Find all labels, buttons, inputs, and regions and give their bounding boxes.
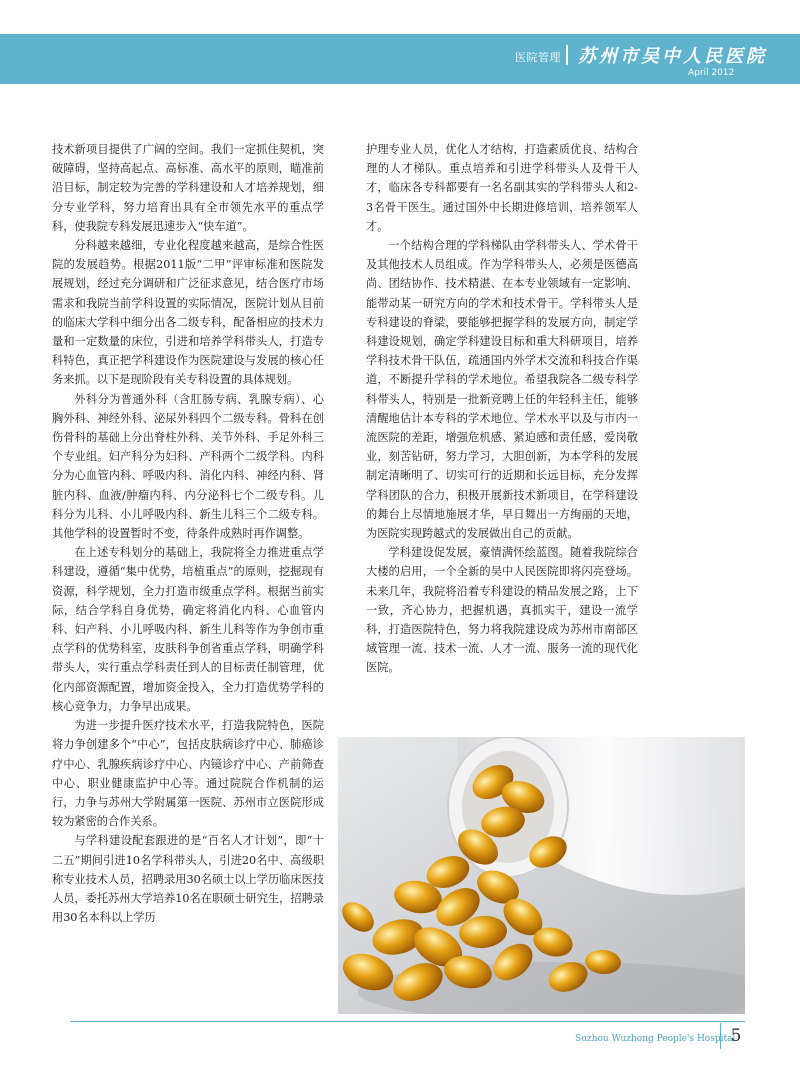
footer-hospital-name: Suzhou Wuzhong People's Hospital: [575, 1034, 736, 1044]
paragraph: 学科建设促发展，豪情满怀绘蓝图。随着我院综合大楼的启用，一个全新的吴中人民医院即将闪亮登场。未来几年，我院将沿着专科建设的精品发展之路，上下一致，齐心协力，把握机遇，真抓实干，建设一流学科，打造医院特色，努力将我院建设成为苏州市南部区域管理一流、技术一流、人才一流、服务一流的现代化医院。: [366, 546, 638, 675]
paragraph: 技术新项目提供了广阔的空间。我们一定抓住契机，突破障碍，坚持高起点、高标准、高水平的原则，瞄准前沿目标，制定较为完善的学科建设和人才培养规划，细分专业学科，努力培育出具有全市领先水平的重点学科，使我院专科发展迅速步入“快车道”。: [52, 143, 324, 233]
right-column: [366, 140, 638, 678]
left-column: [52, 140, 324, 927]
header-divider: [566, 45, 568, 65]
paragraph: 在上述专科划分的基础上，我院将全力推进重点学科建设，遵循“集中优势，培植重点”的原则，挖掘现有资源，科学规划，全力打造市级重点学科。根据当前实际，结合学科自身优势，确定将消化内科、心血管内科、妇产科、小儿呼吸内科、新生儿科等作为争创市重点学科的优势科室，皮肤科争创省重点学科，明确学科带头人，实行重点学科责任到人的目标责任制管理，优化内部资源配置，增加资金投入，全力打造优势学科的核心竞争力，力争早出成果。: [52, 546, 324, 713]
paragraph: 护理专业人员，优化人才结构，打造素质优良、结构合理的人才梯队。重点培养和引进学科带头人及骨干人才，临床各专科都要有一名名副其实的学科带头人和2-3名骨干医生。通过国外中长期进修培训，培养领军人才。: [366, 143, 638, 233]
footer-rule: [70, 1021, 745, 1022]
header-section-label: 医院管理: [515, 51, 561, 64]
header-hospital-title: 苏州市吴中人民医院: [578, 46, 767, 67]
paragraph: 分科越来越细，专业化程度越来越高，是综合性医院的发展趋势。根据2011版“二甲”评审标准和医院发展规划，经过充分调研和广泛征求意见，结合医疗市场需求和我院当前学科设置的实际情况，医院计划从目前的临床大学科中细分出各二级专科，配备相应的技术力量和一定数量的床位，引进和培养学科带头人，打造专科特色，真正把学科建设作为医院建设与发展的核心任务来抓。以下是现阶段有关专科设置的具体规划。: [52, 239, 324, 387]
header-issue-date: April 2012: [688, 68, 735, 78]
paragraph: 为进一步提升医疗技术水平，打造我院特色，医院将力争创建多个“中心”，包括皮肤病诊疗中心、肺癌诊疗中心、乳腺疾病诊疗中心、内镜诊疗中心、产前筛查中心、职业健康监护中心等。通过院院合作机制的运行，力争与苏州大学附属第一医院、苏州市立医院形成较为紧密的合作关系。: [52, 719, 324, 829]
capsules-photo: [338, 737, 745, 1014]
paragraph: 一个结构合理的学科梯队由学科带头人、学术骨干及其他技术人员组成。作为学科带头人，必须是医德高尚、团结协作、技术精湛、在本专业领域有一定影响、能带动某一研究方向的学术和技术骨干。学科带头人是专科建设的脊梁，要能够把握学科的发展方向，制定学科建设规划，确定学科建设目标和重大科研项目，培养学科技术骨干队伍，疏通国内外学术交流和科技合作渠道，不断提升学科的学术地位。希望我院各二级专科学科带头人，特别是一批新竞聘上任的年轻科主任，能够清醒地估计本专科的学术地位、学术水平以及与市内一流医院的差距，增强危机感、紧迫感和责任感，爱岗敬业，刻苦钻研，努力学习，大胆创新，为本学科的发展制定清晰明了、切实可行的近期和长远目标，充分发挥学科团队的合力，积极开展新技术新项目，在学科建设的舞台上尽情地施展才华，早日舞出一方绚丽的天地，为医院实现跨越式的发展做出自己的贡献。: [366, 239, 638, 541]
paragraph: 外科分为普通外科（含肛肠专病、乳腺专病）、心胸外科、神经外科、泌尿外科四个二级专科。骨科在创伤骨科的基础上分出脊柱外科、关节外科、手足外科三个专业组。妇产科分为妇科、产科两个二级学科。内科分为心血管内科、呼吸内科、消化内科、神经内科、肾脏内科、血液/肿瘤内科、内分泌科七个二级专科。儿科分为儿科、小儿呼吸内科、新生儿科三个二级专科。其他学科的设置暂时不变，待条件成熟时再作调整。: [52, 392, 324, 541]
paragraph: 与学科建设配套跟进的是“百名人才计划”，即“十二五”期间引进10名学科带头人，引进20名中、高级职称专业技术人员，招聘录用30名硕士以上学历临床医技人员，委托苏州大学培养10名在职硕士研究生，招聘录用30名本科以上学历: [52, 834, 324, 925]
page-number: 5: [720, 1023, 751, 1049]
